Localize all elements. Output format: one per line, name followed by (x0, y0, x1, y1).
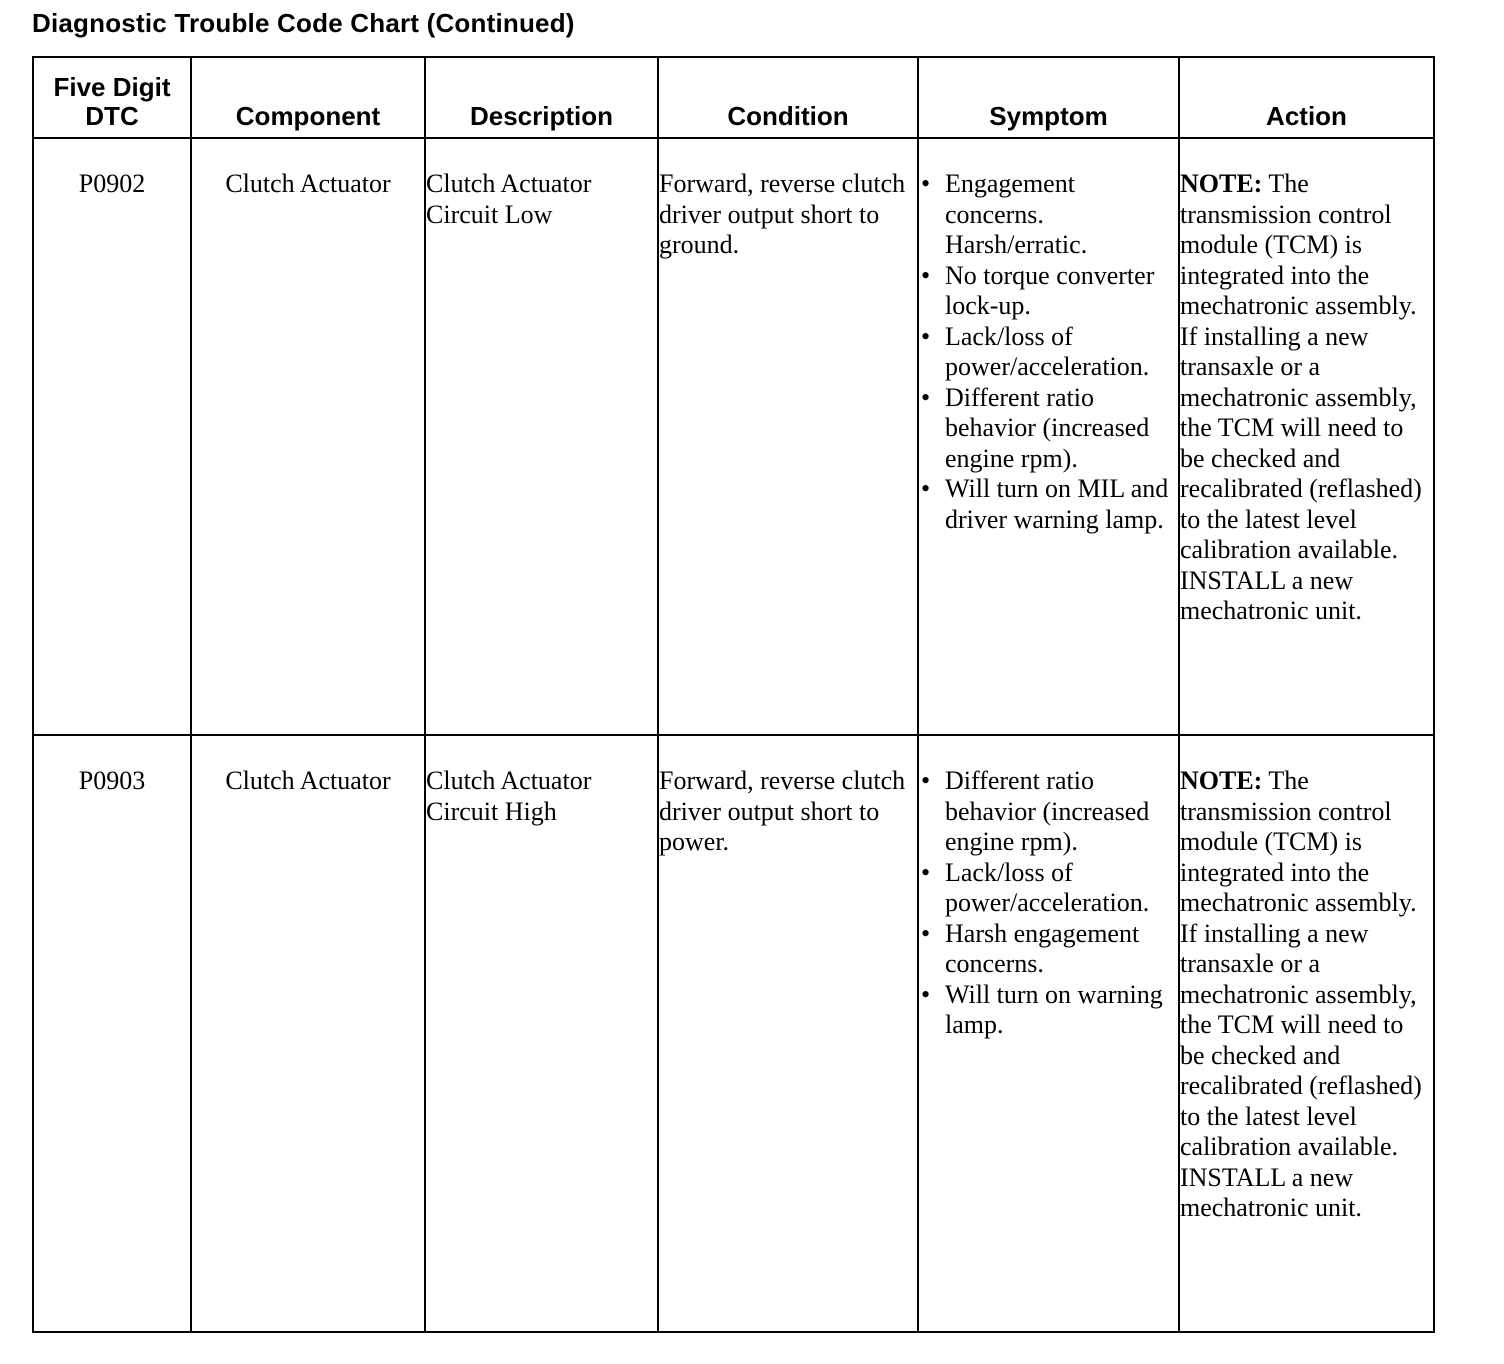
bullet-icon: • (921, 382, 931, 412)
header-condition: Condition (658, 57, 918, 138)
header-component: Component (191, 57, 425, 138)
bullet-icon: • (921, 260, 931, 290)
cell-action (1179, 138, 1434, 735)
cell-symptom (918, 138, 1179, 735)
cell-condition: Forward, reverse clutch driver output short to ground. (658, 138, 918, 735)
cell-description: Clutch Actuator Circuit High (425, 735, 658, 1332)
page-title: Diagnostic Trouble Code Chart (Continued) (32, 8, 575, 38)
table-header-row (33, 57, 1434, 138)
table-row (33, 138, 1434, 735)
header-symptom: Symptom (918, 57, 1179, 138)
cell-action (1179, 735, 1434, 1332)
symptom-item: • Harsh engagement concerns. (921, 918, 1140, 978)
cell-dtc: P0903 (33, 735, 191, 1332)
bullet-icon: • (921, 766, 931, 795)
bullet-icon: • (921, 321, 931, 351)
bullet-icon: • (921, 918, 931, 948)
dtc-chart-table (32, 56, 1435, 1333)
symptom-item: • Engagement concerns. Harsh/erratic. (921, 169, 1088, 259)
cell-dtc: P0902 (33, 138, 191, 735)
symptom-item: • Different ratio behavior (increased engine rpm). (921, 382, 1150, 473)
symptom-item: • Lack/loss of power/acceleration. (921, 321, 1150, 381)
header-dtc: Five Digit DTC (33, 57, 191, 138)
bullet-icon: • (921, 474, 931, 503)
symptom-item: • Will turn on MIL and driver warning lamp. (921, 474, 1169, 534)
action-note: The transmission control module (TCM) is integrated into the mechatronic assembly. If installing a new transaxle or a mechatronic assembly, the TCM will need to be checked and recalibrated (reflashed) to the latest level calibration available. (1180, 766, 1422, 1161)
bullet-icon: • (921, 169, 931, 198)
note-label: NOTE: (1180, 169, 1263, 198)
cell-description: Clutch Actuator Circuit Low (425, 138, 658, 735)
symptom-item: • Lack/loss of power/acceleration. (921, 857, 1150, 917)
symptom-item: • No torque converter lock-up. (921, 260, 1155, 320)
symptom-item: • Different ratio behavior (increased engine rpm). (921, 766, 1150, 856)
cell-component: Clutch Actuator (191, 138, 425, 735)
action-note: The transmission control module (TCM) is integrated into the mechatronic assembly. If installing a new transaxle or a mechatronic assembly, the TCM will need to be checked and recalibrated (reflashed) to the latest level calibration available. (1180, 169, 1422, 564)
cell-component: Clutch Actuator (191, 735, 425, 1332)
bullet-icon: • (921, 857, 931, 887)
symptom-item: • Will turn on warning lamp. (921, 979, 1163, 1039)
symptom-list (919, 766, 1178, 1041)
note-label: NOTE: (1180, 766, 1263, 795)
bullet-icon: • (921, 979, 931, 1009)
table-row (33, 735, 1434, 1332)
action-instruction: INSTALL a new mechatronic unit. (1180, 565, 1362, 625)
cell-condition: Forward, reverse clutch driver output short to power. (658, 735, 918, 1332)
header-description: Description (425, 57, 658, 138)
header-action: Action (1179, 57, 1434, 138)
symptom-list (919, 169, 1178, 535)
action-instruction: INSTALL a new mechatronic unit. (1180, 1162, 1362, 1222)
cell-symptom (918, 735, 1179, 1332)
